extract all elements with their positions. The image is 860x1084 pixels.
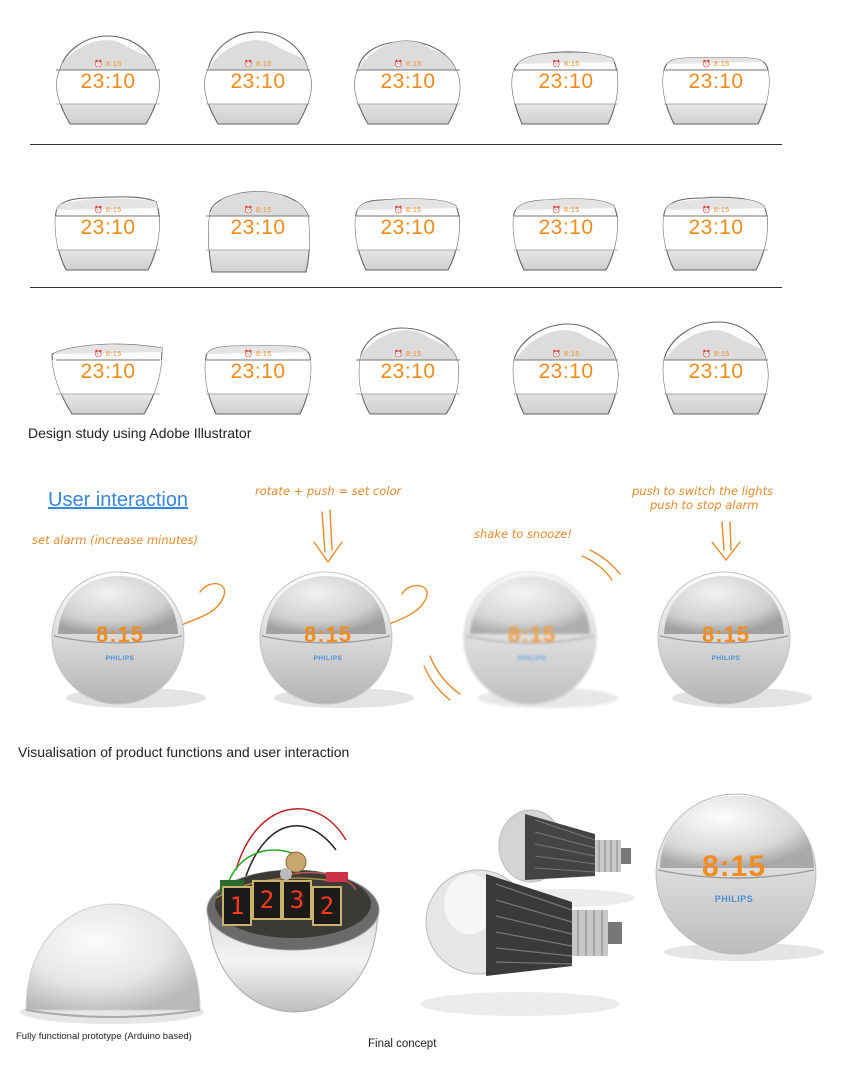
- interaction-sphere-time: 8:15: [701, 622, 751, 647]
- clock-main-time: 23:10: [538, 216, 594, 239]
- ground-line-row-2: [30, 287, 782, 288]
- clock-main-time: 23:10: [688, 360, 744, 383]
- clock-alarm-time: ⏰ 8:15: [702, 207, 730, 214]
- clock-main-time: 23:10: [80, 360, 136, 383]
- clock-alarm-time: ⏰ 8:15: [552, 351, 580, 358]
- clock-main-time: 23:10: [80, 216, 136, 239]
- final-concept-sphere: [648, 790, 820, 960]
- ground-line-row-1: [30, 144, 782, 145]
- clock-main-time: 23:10: [230, 216, 286, 239]
- prototype-digit: 3: [282, 880, 312, 920]
- design-study-clock: [50, 176, 166, 272]
- interaction-sphere-brand: PHILIPS: [313, 655, 343, 662]
- prototype-digit: 2: [252, 880, 282, 920]
- design-study-clock: [508, 320, 624, 416]
- clock-main-time: 23:10: [688, 216, 744, 239]
- design-study-clock: [350, 320, 466, 416]
- design-study-clock: [658, 320, 774, 416]
- design-study-clock: [200, 30, 316, 126]
- note-push-lights: push to switch the lights: [632, 484, 774, 498]
- clock-main-time: 23:10: [538, 70, 594, 93]
- clock-main-time: 23:10: [688, 70, 744, 93]
- clock-alarm-time: ⏰ 8:15: [94, 207, 122, 214]
- design-study-clock: [350, 176, 466, 272]
- note-shake-snooze: shake to snooze!: [474, 527, 572, 541]
- design-study-clock: [658, 176, 774, 272]
- user-interaction-title[interactable]: User interaction: [48, 489, 189, 511]
- design-study-clock: [200, 320, 316, 416]
- clock-main-time: 23:10: [380, 216, 436, 239]
- clock-alarm-time: ⏰ 8:15: [394, 351, 422, 358]
- led-bulb-front: [420, 840, 650, 1020]
- interaction-sphere: [248, 570, 408, 710]
- final-concept-caption: Final concept: [368, 1038, 437, 1050]
- final-sphere-time: 8:15: [701, 850, 767, 883]
- interaction-sphere-time: 8:15: [507, 622, 557, 647]
- prototype-caption: Fully functional prototype (Arduino based): [16, 1031, 192, 1042]
- interaction-sphere: [40, 570, 200, 710]
- interaction-sphere-brand: PHILIPS: [517, 655, 547, 662]
- design-study-caption: Design study using Adobe Illustrator: [28, 425, 252, 441]
- interaction-sphere-time: 8:15: [303, 622, 353, 647]
- clock-alarm-time: ⏰ 8:15: [244, 207, 272, 214]
- prototype-digit: 2: [312, 886, 342, 926]
- clock-main-time: 23:10: [80, 70, 136, 93]
- design-study-clock: [658, 30, 774, 126]
- clock-alarm-time: ⏰ 8:15: [552, 207, 580, 214]
- design-study-clock: [508, 176, 624, 272]
- clock-main-time: 23:10: [230, 70, 286, 93]
- final-sphere-brand: PHILIPS: [714, 894, 754, 904]
- design-study-clock: [350, 30, 466, 126]
- design-study-clock: [200, 176, 316, 272]
- clock-alarm-time: ⏰ 8:15: [394, 61, 422, 68]
- clock-alarm-time: ⏰ 8:15: [394, 207, 422, 214]
- clock-main-time: 23:10: [230, 360, 286, 383]
- note-set-alarm: set alarm (increase minutes): [32, 533, 199, 547]
- note-push-alarm: push to stop alarm: [650, 498, 759, 512]
- note-rotate-push: rotate + push = set color: [255, 484, 402, 498]
- clock-main-time: 23:10: [380, 360, 436, 383]
- interaction-sphere: [452, 570, 612, 710]
- interaction-sphere-brand: PHILIPS: [105, 655, 135, 662]
- clock-main-time: 23:10: [538, 360, 594, 383]
- clock-alarm-time: ⏰ 8:15: [702, 351, 730, 358]
- design-study-clock: [50, 30, 166, 126]
- prototype-dome: [10, 880, 210, 1030]
- interaction-sphere-brand: PHILIPS: [711, 655, 741, 662]
- clock-alarm-time: ⏰ 8:15: [94, 61, 122, 68]
- prototype-digit: 1: [222, 886, 252, 926]
- interaction-caption: Visualisation of product functions and user interaction: [18, 744, 350, 760]
- clock-alarm-time: ⏰ 8:15: [244, 351, 272, 358]
- clock-main-time: 23:10: [380, 70, 436, 93]
- clock-alarm-time: ⏰ 8:15: [94, 351, 122, 358]
- interaction-sphere-time: 8:15: [95, 622, 145, 647]
- design-study-clock: [508, 30, 624, 126]
- design-study-clock: [50, 320, 166, 416]
- clock-alarm-time: ⏰ 8:15: [702, 61, 730, 68]
- clock-alarm-time: ⏰ 8:15: [552, 61, 580, 68]
- interaction-sphere: [646, 570, 806, 710]
- clock-alarm-time: ⏰ 8:15: [244, 61, 272, 68]
